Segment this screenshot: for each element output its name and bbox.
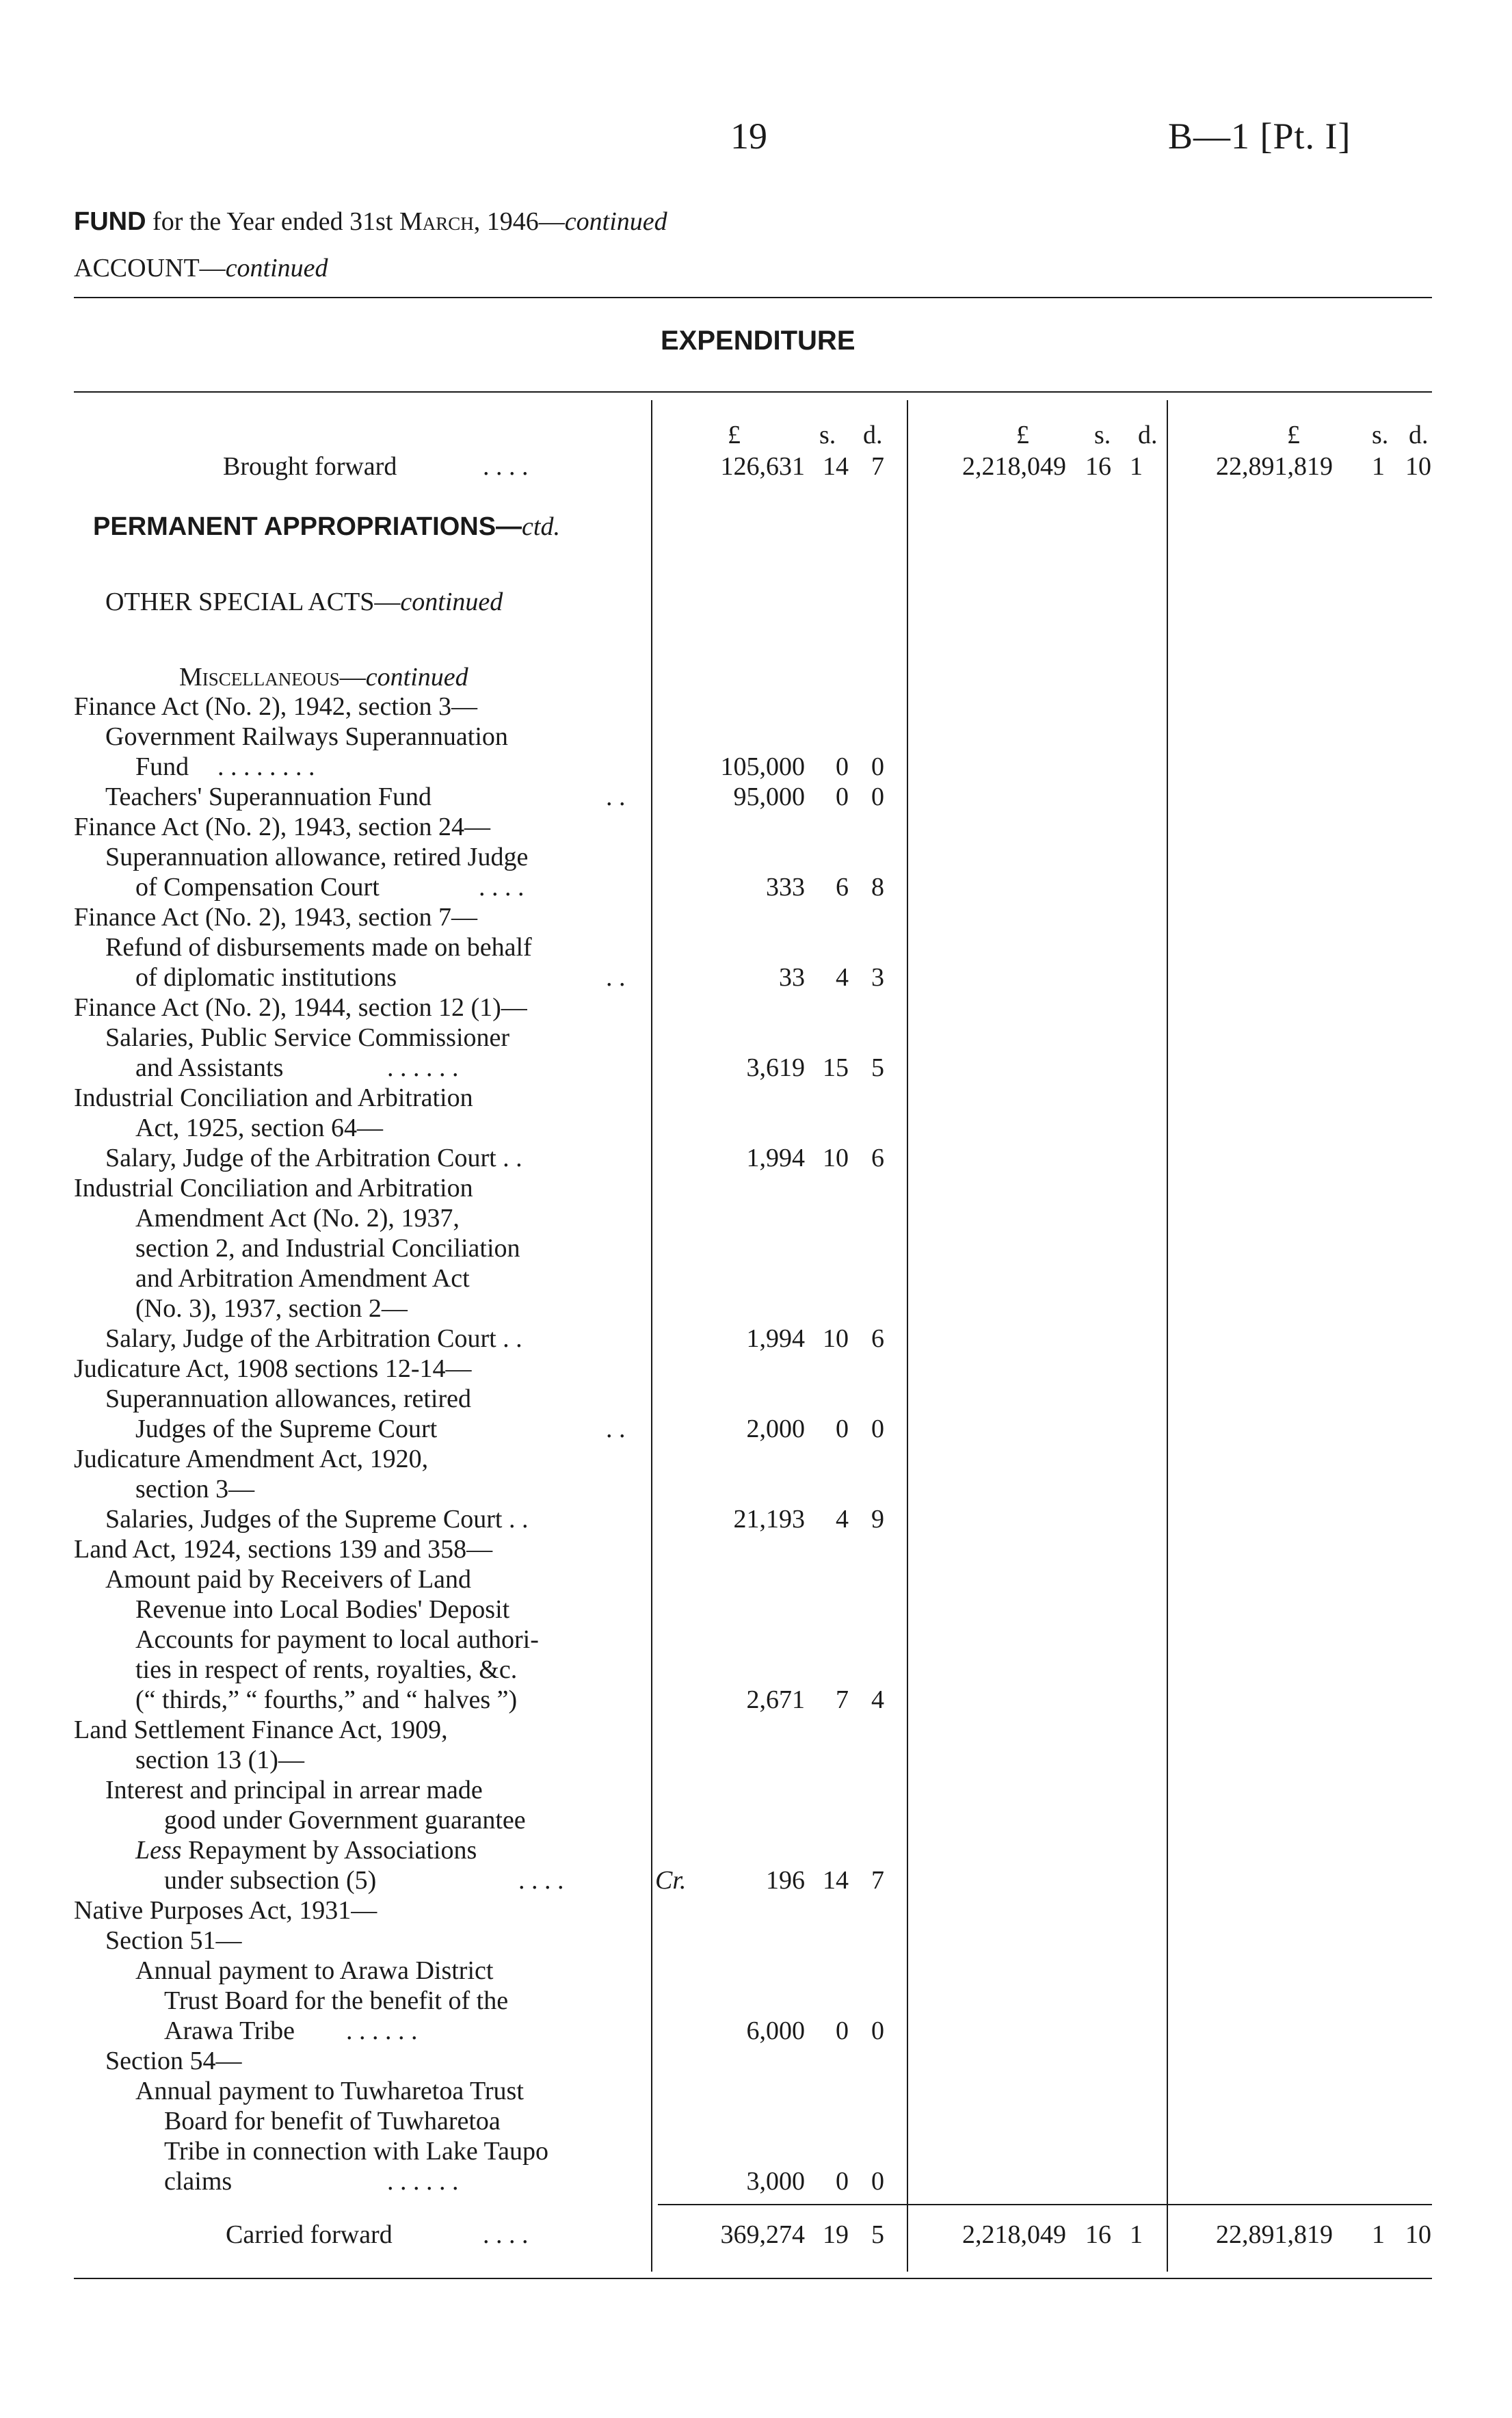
amount-5-d: 5 bbox=[871, 1053, 884, 1082]
amount-6-s: 10 bbox=[823, 1144, 849, 1172]
section-heading-bold: PERMANENT APPROPRIATIONS— bbox=[93, 512, 522, 541]
line-37: Interest and principal in arrear made bbox=[105, 1776, 483, 1804]
line-38: good under Government guarantee bbox=[164, 1806, 526, 1835]
brought-forward-dots: . . . . bbox=[483, 452, 529, 481]
line-32: Accounts for payment to local authori- bbox=[135, 1625, 539, 1654]
col1-s-header: s. bbox=[819, 421, 836, 449]
amount-8-d: 0 bbox=[871, 1415, 884, 1443]
column-divider-1 bbox=[651, 400, 652, 2272]
carried-forward-label: Carried forward bbox=[226, 2220, 393, 2249]
brought-forward-col3-pounds: 22,891,819 bbox=[1216, 452, 1333, 481]
line-4: Teachers' Superannuation Fund bbox=[105, 783, 432, 811]
amount-3-d: 8 bbox=[871, 873, 884, 902]
line-21: (No. 3), 1937, section 2— bbox=[135, 1294, 408, 1323]
col1-d-header: d. bbox=[863, 421, 883, 449]
line-40-dots: . . . . bbox=[518, 1866, 564, 1895]
line-41: Native Purposes Act, 1931— bbox=[74, 1896, 377, 1925]
amount-1-d: 0 bbox=[871, 752, 884, 781]
line-5: Finance Act (No. 2), 1943, section 24— bbox=[74, 813, 490, 841]
table-top-rule bbox=[74, 391, 1432, 393]
line-43: Annual payment to Arawa District bbox=[135, 1956, 494, 1985]
line-31: Revenue into Local Bodies' Deposit bbox=[135, 1595, 510, 1624]
brought-forward-col2-d: 1 bbox=[1130, 452, 1143, 481]
account-continued: continued bbox=[225, 254, 328, 282]
amount-5-pounds: 3,619 bbox=[746, 1053, 805, 1082]
col3-d-header: d. bbox=[1409, 421, 1429, 449]
amount-9-d: 9 bbox=[871, 1505, 884, 1534]
line-3: Fund bbox=[135, 752, 189, 781]
line-13-dots: . . . . . . bbox=[387, 1053, 459, 1082]
section-heading bbox=[93, 512, 560, 542]
carried-forward-col2-s: 16 bbox=[1085, 2220, 1111, 2249]
line-7: of Compensation Court bbox=[135, 873, 380, 902]
carried-forward-col2-pounds: 2,218,049 bbox=[962, 2220, 1066, 2249]
amount-3-pounds: 333 bbox=[766, 873, 805, 902]
amount-8-pounds: 2,000 bbox=[746, 1415, 805, 1443]
amount-13-d: 0 bbox=[871, 2167, 884, 2196]
amount-11-d: 7 bbox=[871, 1866, 884, 1895]
line-44: Trust Board for the benefit of the bbox=[164, 1986, 509, 2015]
line-39 bbox=[135, 1835, 477, 1865]
table-bottom-rule bbox=[74, 2278, 1432, 2279]
amount-6-pounds: 1,994 bbox=[746, 1144, 805, 1172]
total-rule bbox=[658, 2204, 1432, 2205]
line-26: Judicature Amendment Act, 1920, bbox=[74, 1445, 429, 1473]
line-24: Superannuation allowances, retired bbox=[105, 1384, 471, 1413]
misc-heading-text: Miscellaneous— bbox=[179, 663, 366, 692]
carried-forward-col1-pounds: 369,274 bbox=[720, 2220, 805, 2249]
line-27: section 3— bbox=[135, 1475, 255, 1503]
col2-pound-header: £ bbox=[1016, 421, 1029, 449]
amount-4-s: 4 bbox=[836, 963, 849, 992]
line-4-dots: . . bbox=[606, 783, 626, 811]
line-50: claims bbox=[164, 2167, 233, 2196]
line-47: Annual payment to Tuwharetoa Trust bbox=[135, 2077, 524, 2105]
amount-4-d: 3 bbox=[871, 963, 884, 992]
line-10: of diplomatic institutions bbox=[135, 963, 397, 992]
line-29: Land Act, 1924, sections 139 and 358— bbox=[74, 1535, 493, 1564]
col2-s-header: s. bbox=[1094, 421, 1111, 449]
amount-10-d: 4 bbox=[871, 1685, 884, 1714]
carried-forward-col1-s: 19 bbox=[823, 2220, 849, 2249]
amount-9-s: 4 bbox=[836, 1505, 849, 1534]
page-number: 19 bbox=[730, 116, 767, 157]
col3-pound-header: £ bbox=[1287, 421, 1300, 449]
amount-12-d: 0 bbox=[871, 2016, 884, 2045]
account-heading bbox=[74, 253, 328, 283]
line-33: ties in respect of rents, royalties, &c. bbox=[135, 1655, 518, 1684]
line-14: Industrial Conciliation and Arbitration bbox=[74, 1083, 473, 1112]
amount-4-pounds: 33 bbox=[779, 963, 805, 992]
amount-11-prefix: Cr. bbox=[655, 1866, 687, 1895]
fund-bold: FUND bbox=[74, 207, 146, 236]
carried-forward-dots: . . . . bbox=[483, 2220, 529, 2249]
line-15: Act, 1925, section 64— bbox=[135, 1114, 384, 1142]
line-13: and Assistants bbox=[135, 1053, 284, 1082]
line-11: Finance Act (No. 2), 1944, section 12 (1)— bbox=[74, 993, 527, 1022]
document-reference: B—1 [Pt. I] bbox=[1168, 116, 1351, 157]
carried-forward-col3-pounds: 22,891,819 bbox=[1216, 2220, 1333, 2249]
amount-7-d: 6 bbox=[871, 1324, 884, 1353]
line-34: (“ thirds,” “ fourths,” and “ halves ”) bbox=[135, 1685, 518, 1714]
brought-forward-label: Brought forward bbox=[223, 452, 397, 481]
subsection-heading bbox=[105, 587, 503, 617]
amount-13-pounds: 3,000 bbox=[746, 2167, 805, 2196]
brought-forward-col3-s: 1 bbox=[1372, 452, 1385, 481]
fund-rest: for the Year ended 31st bbox=[146, 207, 399, 236]
amount-12-s: 0 bbox=[836, 2016, 849, 2045]
line-12: Salaries, Public Service Commissioner bbox=[105, 1023, 510, 1052]
section-heading-italic: ctd. bbox=[522, 512, 560, 541]
brought-forward-col1-pounds: 126,631 bbox=[720, 452, 805, 481]
line-10-dots: . . bbox=[606, 963, 626, 992]
col2-d-header: d. bbox=[1138, 421, 1158, 449]
line-9: Refund of disbursements made on behalf bbox=[105, 933, 532, 962]
brought-forward-col1-s: 14 bbox=[823, 452, 849, 481]
fund-year: , 1946— bbox=[473, 207, 565, 236]
brought-forward-col2-pounds: 2,218,049 bbox=[962, 452, 1066, 481]
amount-2-pounds: 95,000 bbox=[733, 783, 805, 811]
amount-5-s: 15 bbox=[823, 1053, 849, 1082]
line-22: Salary, Judge of the Arbitration Court . . bbox=[105, 1324, 522, 1353]
line-18: Amendment Act (No. 2), 1937, bbox=[135, 1204, 460, 1233]
amount-8-s: 0 bbox=[836, 1415, 849, 1443]
line-49: Tribe in connection with Lake Taupo bbox=[164, 2137, 548, 2166]
fund-month: March bbox=[399, 207, 474, 236]
account-label: ACCOUNT— bbox=[74, 254, 226, 282]
col3-s-header: s. bbox=[1372, 421, 1389, 449]
line-23: Judicature Act, 1908 sections 12-14— bbox=[74, 1354, 472, 1383]
line-25: Judges of the Supreme Court bbox=[135, 1415, 438, 1443]
amount-11-pounds: 196 bbox=[766, 1866, 805, 1895]
amount-10-pounds: 2,671 bbox=[746, 1685, 805, 1714]
line-50-dots: . . . . . . bbox=[387, 2167, 459, 2196]
line-28: Salaries, Judges of the Supreme Court . . bbox=[105, 1505, 529, 1534]
fund-heading bbox=[74, 207, 667, 237]
brought-forward-col2-s: 16 bbox=[1085, 452, 1111, 481]
line-3-dots: . . . . . . . . bbox=[217, 752, 315, 781]
line-20: and Arbitration Amendment Act bbox=[135, 1264, 470, 1293]
fund-continued: continued bbox=[564, 207, 667, 236]
amount-1-pounds: 105,000 bbox=[720, 752, 805, 781]
line-17: Industrial Conciliation and Arbitration bbox=[74, 1174, 473, 1203]
brought-forward-col1-d: 7 bbox=[871, 452, 884, 481]
carried-forward-col3-s: 1 bbox=[1372, 2220, 1385, 2249]
carried-forward-col1-d: 5 bbox=[871, 2220, 884, 2249]
amount-11-s: 14 bbox=[823, 1866, 849, 1895]
subsection-heading-italic: continued bbox=[400, 588, 503, 616]
carried-forward-col3-d: 10 bbox=[1405, 2220, 1431, 2249]
subsection-heading-text: OTHER SPECIAL ACTS— bbox=[105, 588, 401, 616]
line-1: Finance Act (No. 2), 1942, section 3— bbox=[74, 692, 477, 721]
line-25-dots: . . bbox=[606, 1415, 626, 1443]
line-19: section 2, and Industrial Conciliation bbox=[135, 1234, 520, 1263]
expenditure-title: EXPENDITURE bbox=[661, 326, 856, 356]
line-39-italic: Less bbox=[135, 1836, 182, 1865]
carried-forward-col2-d: 1 bbox=[1130, 2220, 1143, 2249]
misc-heading-italic: continued bbox=[365, 663, 468, 692]
line-39-text: Repayment by Associations bbox=[181, 1836, 477, 1865]
amount-6-d: 6 bbox=[871, 1144, 884, 1172]
amount-2-s: 0 bbox=[836, 783, 849, 811]
column-divider-3 bbox=[1167, 400, 1168, 2272]
amount-9-pounds: 21,193 bbox=[733, 1505, 805, 1534]
line-46: Section 54— bbox=[105, 2047, 242, 2075]
line-45-dots: . . . . . . bbox=[346, 2016, 418, 2045]
amount-2-d: 0 bbox=[871, 783, 884, 811]
line-40: under subsection (5) bbox=[164, 1866, 377, 1895]
line-16: Salary, Judge of the Arbitration Court . . bbox=[105, 1144, 522, 1172]
col1-pound-header: £ bbox=[728, 421, 741, 449]
amount-7-s: 10 bbox=[823, 1324, 849, 1353]
line-7-dots: . . . . bbox=[479, 873, 525, 902]
header-rule bbox=[74, 297, 1432, 298]
misc-heading bbox=[179, 662, 468, 692]
amount-7-pounds: 1,994 bbox=[746, 1324, 805, 1353]
amount-3-s: 6 bbox=[836, 873, 849, 902]
amount-12-pounds: 6,000 bbox=[746, 2016, 805, 2045]
column-divider-2 bbox=[907, 400, 908, 2272]
line-2: Government Railways Superannuation bbox=[105, 722, 508, 751]
brought-forward-col3-d: 10 bbox=[1405, 452, 1431, 481]
line-36: section 13 (1)— bbox=[135, 1746, 304, 1774]
line-48: Board for benefit of Tuwharetoa bbox=[164, 2107, 501, 2136]
amount-10-s: 7 bbox=[836, 1685, 849, 1714]
amount-13-s: 0 bbox=[836, 2167, 849, 2196]
line-8: Finance Act (No. 2), 1943, section 7— bbox=[74, 903, 477, 932]
line-35: Land Settlement Finance Act, 1909, bbox=[74, 1716, 448, 1744]
line-30: Amount paid by Receivers of Land bbox=[105, 1565, 472, 1594]
line-42: Section 51— bbox=[105, 1926, 242, 1955]
line-45: Arawa Tribe bbox=[164, 2016, 295, 2045]
line-6: Superannuation allowance, retired Judge bbox=[105, 843, 529, 871]
amount-1-s: 0 bbox=[836, 752, 849, 781]
